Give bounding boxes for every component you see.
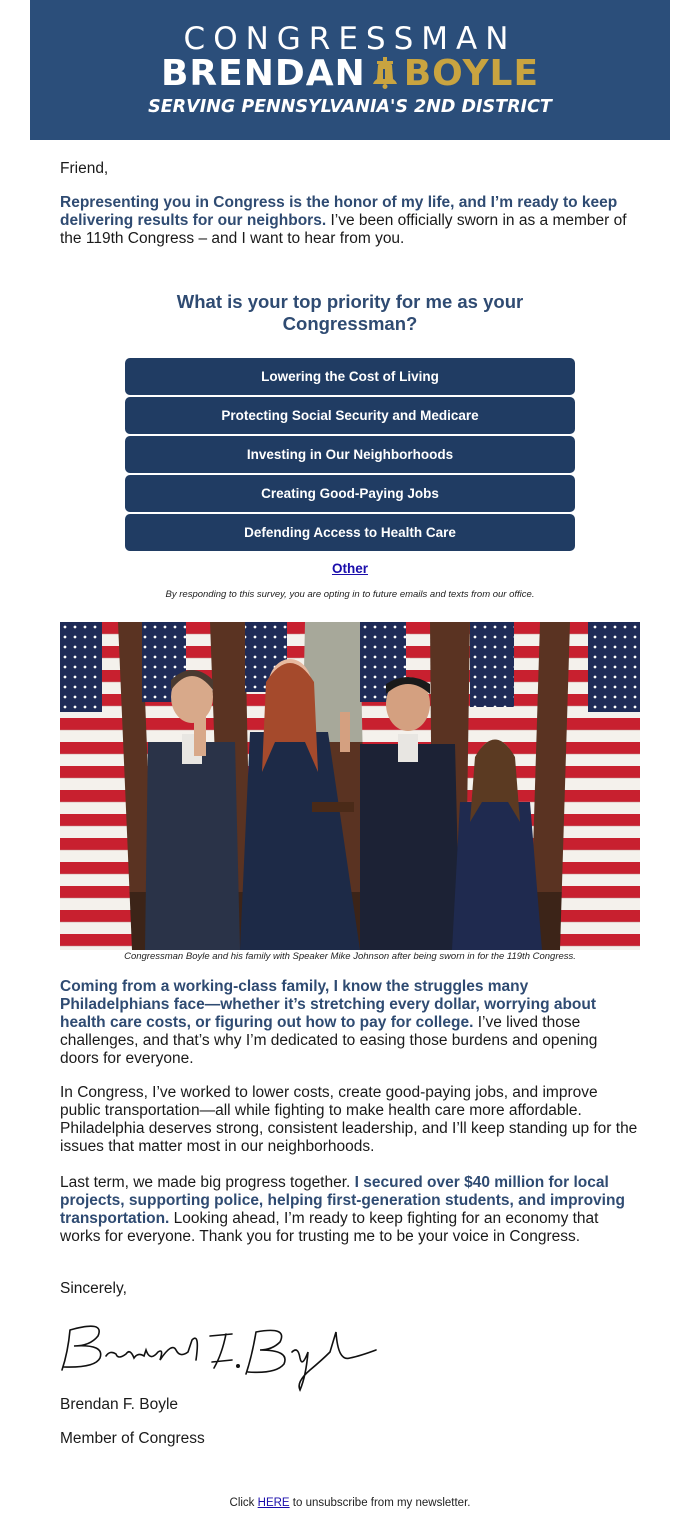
body-paragraph-1 bbox=[60, 978, 640, 1068]
survey-other-link[interactable]: Other bbox=[331, 561, 368, 576]
liberty-bell-icon bbox=[372, 57, 398, 98]
body-paragraph-3 bbox=[60, 1174, 640, 1246]
banner-title: CONGRESSMAN bbox=[183, 21, 517, 57]
p3-rest: Looking ahead, I’m ready to keep fighting for an economy that works for everyone. Thank you for trusting me to be your voice in Congress. bbox=[60, 1210, 599, 1245]
signer-name: Brendan F. Boyle bbox=[60, 1396, 179, 1413]
survey-disclaimer: By responding to this survey, you are opting in to future emails and texts from our office. bbox=[165, 589, 535, 600]
survey-option-social-security[interactable]: Protecting Social Security and Medicare bbox=[125, 397, 575, 434]
photo-caption: Congressman Boyle and his family with Speaker Mike Johnson after being sworn in for the 119th Congress. bbox=[124, 951, 576, 962]
p1-rest: I’ve lived those challenges, and that’s why I’m dedicated to easing those burdens and opening doors for everyone. bbox=[60, 1014, 598, 1067]
footer-before: Click bbox=[229, 1497, 258, 1509]
signature-image bbox=[60, 1312, 390, 1392]
banner-first-name: BRENDAN bbox=[160, 53, 366, 94]
survey-option-cost-of-living[interactable]: Lowering the Cost of Living bbox=[125, 358, 575, 395]
intro-bold: Representing you in Congress is the honor of my life, and I’m ready to keep delivering results for our neighbors. bbox=[60, 194, 618, 229]
survey-option-jobs[interactable]: Creating Good-Paying Jobs bbox=[125, 475, 575, 512]
survey-option-neighborhoods[interactable]: Investing in Our Neighborhoods bbox=[125, 436, 575, 473]
intro-rest: I’ve been officially sworn in as a member of the 119th Congress – and I want to hear from you. bbox=[60, 212, 627, 247]
survey-question: What is your top priority for me as your Congressman? bbox=[176, 291, 524, 334]
signer-title: Member of Congress bbox=[60, 1430, 205, 1447]
survey-option-health-care[interactable]: Defending Access to Health Care bbox=[125, 514, 575, 551]
p3-bold: I secured over $40 million for local projects, supporting police, helping first-generation students, and improving transportation. bbox=[60, 1174, 625, 1227]
swearing-in-photo bbox=[60, 622, 640, 950]
greeting: Friend, bbox=[60, 160, 109, 177]
footer-after: to unsubscribe from my newsletter. bbox=[289, 1497, 471, 1509]
p1-bold: Coming from a working-class family, I know the struggles many Philadelphians face—whether it’s stretching every dollar, worrying about health care costs, or figuring out how to pay for college. bbox=[60, 978, 597, 1031]
unsubscribe-footer bbox=[0, 1497, 700, 1509]
closing: Sincerely, bbox=[60, 1280, 127, 1297]
header-banner bbox=[30, 0, 670, 140]
unsubscribe-link[interactable]: HERE bbox=[257, 1497, 290, 1509]
banner-last-name: BOYLE bbox=[403, 53, 540, 94]
banner-tagline: SERVING PENNSYLVANIA'S 2ND DISTRICT bbox=[148, 97, 552, 117]
intro-paragraph bbox=[60, 194, 640, 248]
p3-start: Last term, we made big progress together. bbox=[60, 1174, 355, 1191]
body-paragraph-2: In Congress, I’ve worked to lower costs, create good-paying jobs, and improve public transportation—all while fighting to make health care more affordable. Philadelphia deserves strong, consistent leadership, and I’ll keep standing up for the issues that matter most in our neighborhoods. bbox=[60, 1084, 638, 1155]
banner-name bbox=[30, 54, 670, 98]
